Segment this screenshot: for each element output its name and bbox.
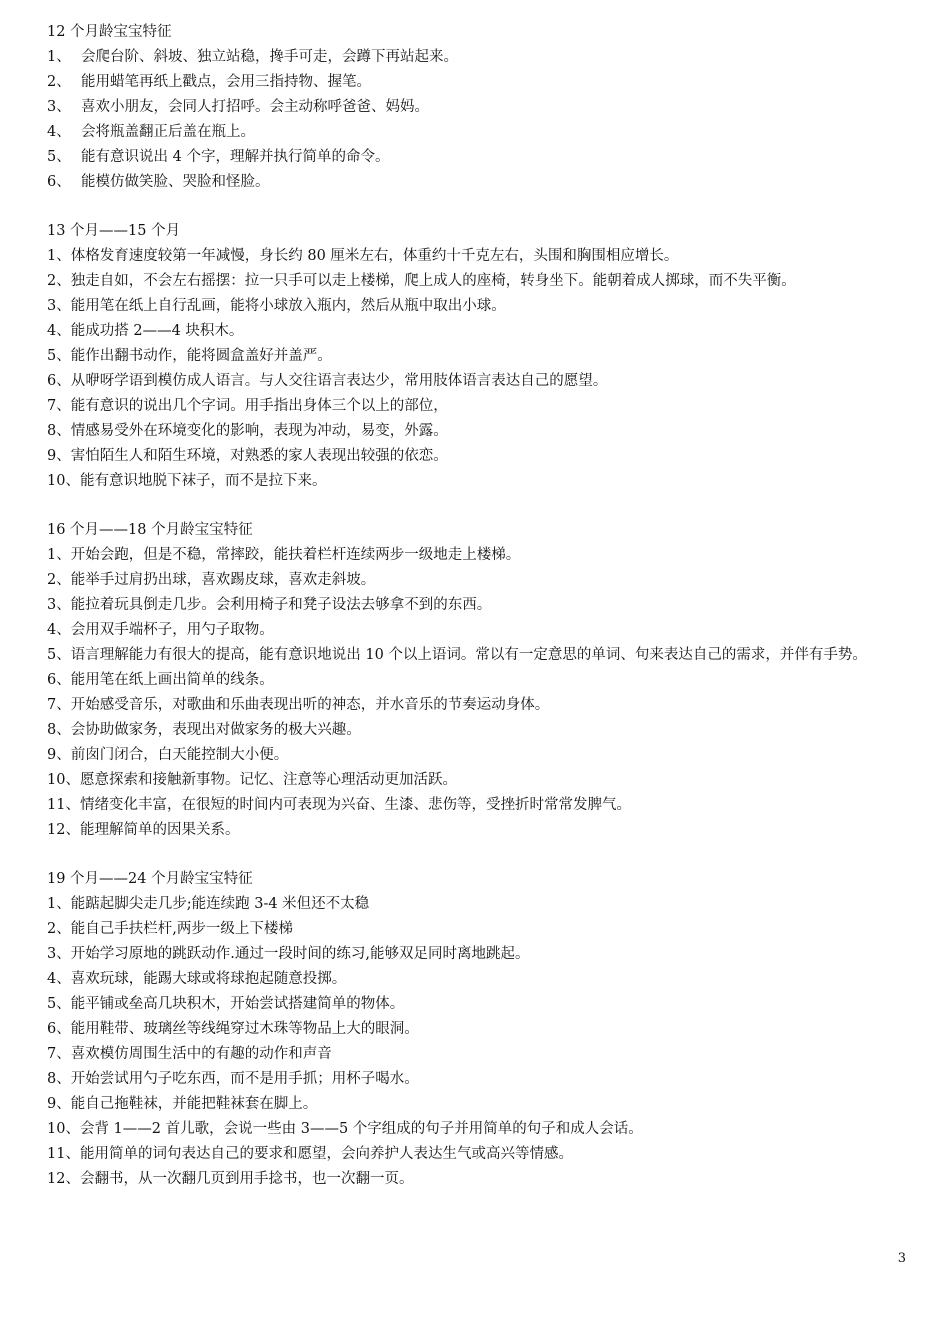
- list-item-text: 能用鞋带、玻璃丝等线绳穿过木珠等物品上大的眼洞。: [70, 1021, 419, 1037]
- list-item: [47, 1117, 909, 1142]
- list-item-text: 害怕陌生人和陌生环境，对熟悉的家人表现出较强的依恋。: [70, 448, 448, 464]
- list-item-number: 10、: [47, 473, 80, 489]
- list-item-text: 情绪变化丰富，在很短的时间内可表现为兴奋、生漆、悲伤等，受挫折时常常发脾气。: [79, 797, 631, 813]
- section-spacer: [47, 843, 909, 867]
- list-item: [47, 1067, 909, 1092]
- list-item: [47, 145, 909, 170]
- list-item-number: 8、: [47, 423, 71, 439]
- list-item: [47, 967, 909, 992]
- list-item-number: 1、: [47, 248, 71, 264]
- list-item-number: 7、: [47, 1046, 71, 1062]
- list-item: [47, 1017, 909, 1042]
- page-number: 3: [897, 1251, 906, 1266]
- list-item: [47, 344, 909, 369]
- list-item: [47, 643, 909, 668]
- list-item-number: 6、: [47, 1021, 71, 1037]
- list-item: [47, 543, 909, 568]
- list-item-number: 3、: [47, 99, 71, 115]
- list-item-text: 能用简单的词句表达自己的要求和愿望，会向养护人表达生气或高兴等情感。: [79, 1146, 573, 1162]
- list-item: [47, 1142, 909, 1167]
- list-item-text: 能用笔在纸上画出简单的线条。: [70, 672, 274, 688]
- list-item-number: 4、: [47, 323, 71, 339]
- list-item-text: 喜欢玩球，能踢大球或将球抱起随意投掷。: [70, 971, 347, 987]
- list-item-text: 会爬台阶、斜坡、独立站稳，搀手可走，会蹲下再站起来。: [81, 49, 458, 65]
- section-title: 16 个月——18 个月龄宝宝特征: [47, 522, 253, 538]
- list-item-text: 能作出翻书动作，能将圆盒盖好并盖严。: [70, 348, 332, 364]
- list-item: [47, 768, 909, 793]
- list-item-number: 5、: [47, 348, 71, 364]
- list-item: [47, 917, 909, 942]
- list-item: [47, 120, 909, 145]
- list-item-text: 能模仿做笑脸、哭脸和怪脸。: [81, 174, 270, 190]
- list-item-number: 6、: [47, 672, 71, 688]
- list-item: [47, 668, 909, 693]
- section-title: 13 个月——15 个月: [47, 223, 181, 239]
- list-item-text: 语言理解能力有很大的提高，能有意识地说出 10 个以上语词。常以有一定意思的单词、句来表达自己的需求，并伴有手势。: [70, 647, 867, 663]
- list-item: [47, 992, 909, 1017]
- list-item: [47, 419, 909, 444]
- list-item: [47, 718, 909, 743]
- list-item-text: 能用蜡笔再纸上戳点，会用三指持物、握笔。: [81, 74, 371, 90]
- list-item: [47, 444, 909, 469]
- list-item-number: 1、: [47, 896, 71, 912]
- list-item-text: 独走自如，不会左右摇摆：拉一只手可以走上楼梯，爬上成人的座椅，转身坐下。能朝着成人掷球，而不失平衡。: [70, 273, 796, 289]
- list-item: [47, 568, 909, 593]
- section-spacer: [47, 494, 909, 518]
- list-item-number: 7、: [47, 697, 71, 713]
- list-item-number: 8、: [47, 1071, 71, 1087]
- list-item-text: 能自己拖鞋袜，并能把鞋袜套在脚上。: [70, 1096, 318, 1112]
- list-item: [47, 170, 909, 195]
- list-item-text: 从咿呀学语到模仿成人语言。与人交往语言表达少，常用肢体语言表达自己的愿望。: [70, 373, 608, 389]
- list-item-number: 2、: [47, 273, 71, 289]
- list-item-text: 会协助做家务，表现出对做家务的极大兴趣。: [70, 722, 361, 738]
- list-item-text: 喜欢模仿周围生活中的有趣的动作和声音: [70, 1046, 332, 1062]
- list-item: [47, 818, 909, 843]
- list-item-number: 6、: [47, 373, 71, 389]
- list-item-number: 3、: [47, 298, 71, 314]
- list-item-text: 开始感受音乐，对歌曲和乐曲表现出听的神态，并水音乐的节奏运动身体。: [70, 697, 550, 713]
- list-item: [47, 319, 909, 344]
- list-item: [47, 70, 909, 95]
- list-item: [47, 793, 909, 818]
- list-item: [47, 469, 909, 494]
- list-item: [47, 294, 909, 319]
- list-item-text: 前囱门闭合，白天能控制大小便。: [70, 747, 289, 763]
- list-item-text: 能有意识说出 4 个字，理解并执行简单的命令。: [81, 149, 390, 165]
- list-item: [47, 1092, 909, 1117]
- list-item-number: 4、: [47, 971, 71, 987]
- list-item-text: 开始尝试用勺子吃东西，而不是用手抓；用杯子喝水。: [70, 1071, 419, 1087]
- list-item-text: 能理解简单的因果关系。: [79, 822, 240, 838]
- list-item-text: 体格发育速度较第一年减慢，身长约 80 厘米左右，体重约十千克左右，头围和胸围相应增长。: [70, 248, 679, 264]
- section: [47, 20, 909, 195]
- list-item: [47, 1042, 909, 1067]
- list-item-number: 9、: [47, 1096, 71, 1112]
- list-item-text: 能拉着玩具倒走几步。会利用椅子和凳子设法去够拿不到的东西。: [70, 597, 492, 613]
- list-item-number: 2、: [47, 921, 71, 937]
- list-item-text: 愿意探索和接触新事物。记忆、注意等心理活动更加活跃。: [79, 772, 457, 788]
- list-item: [47, 45, 909, 70]
- list-item-text: 喜欢小朋友，会同人打招呼。会主动称呼爸爸、妈妈。: [81, 99, 429, 115]
- list-item-text: 会翻书，从一次翻几页到用手捻书，也一次翻一页。: [79, 1171, 414, 1187]
- section: [47, 219, 909, 494]
- list-item-text: 能踮起脚尖走几步;能连续跑 3-4 米但还不太稳: [70, 896, 370, 912]
- list-item: [47, 269, 909, 294]
- list-item-number: 1、: [47, 49, 71, 65]
- list-item-number: 11、: [47, 797, 80, 813]
- list-item-number: 5、: [47, 996, 71, 1012]
- list-item-number: 3、: [47, 597, 71, 613]
- section: [47, 518, 909, 843]
- list-item-number: 9、: [47, 448, 71, 464]
- list-item-number: 8、: [47, 722, 71, 738]
- list-item-text: 能自己手扶栏杆,两步一级上下楼梯: [70, 921, 293, 937]
- list-item: [47, 244, 909, 269]
- list-item-text: 会将瓶盖翻正后盖在瓶上。: [81, 124, 255, 140]
- list-item-text: 能有意识的说出几个字词。用手指出身体三个以上的部位，: [70, 398, 448, 414]
- list-item: [47, 618, 909, 643]
- list-item: [47, 95, 909, 120]
- list-item-text: 开始会跑，但是不稳，常摔跤，能扶着栏杆连续两步一级地走上楼梯。: [70, 547, 521, 563]
- list-item-number: 5、: [47, 647, 71, 663]
- list-item-text: 开始学习原地的跳跃动作.通过一段时间的练习,能够双足同时离地跳起。: [70, 946, 530, 962]
- list-item-text: 能有意识地脱下袜子，而不是拉下来。: [79, 473, 327, 489]
- list-item-text: 能用笔在纸上自行乱画，能将小球放入瓶内，然后从瓶中取出小球。: [70, 298, 506, 314]
- list-item: [47, 593, 909, 618]
- list-item-number: 10、: [47, 1121, 80, 1137]
- list-item: [47, 394, 909, 419]
- list-item-number: 4、: [47, 622, 71, 638]
- list-item-number: 3、: [47, 946, 71, 962]
- list-item: [47, 1167, 909, 1192]
- list-item-number: 6、: [47, 174, 71, 190]
- list-item-text: 情感易受外在环境变化的影响，表现为冲动，易变，外露。: [70, 423, 448, 439]
- section-title: 19 个月——24 个月龄宝宝特征: [47, 871, 253, 887]
- list-item-number: 11、: [47, 1146, 80, 1162]
- list-item: [47, 942, 909, 967]
- list-item: [47, 693, 909, 718]
- list-item-number: 9、: [47, 747, 71, 763]
- section: [47, 867, 909, 1192]
- list-item-number: 7、: [47, 398, 71, 414]
- list-item-number: 12、: [47, 822, 80, 838]
- list-item-text: 能举手过肩扔出球，喜欢踢皮球，喜欢走斜坡。: [70, 572, 376, 588]
- section-title: 12 个月龄宝宝特征: [47, 24, 172, 40]
- list-item: [47, 743, 909, 768]
- list-item-text: 会用双手端杯子，用勺子取物。: [70, 622, 274, 638]
- list-item-number: 2、: [47, 572, 71, 588]
- list-item-number: 4、: [47, 124, 71, 140]
- section-spacer: [47, 195, 909, 219]
- list-item-number: 1、: [47, 547, 71, 563]
- list-item: [47, 892, 909, 917]
- list-item-number: 12、: [47, 1171, 80, 1187]
- list-item-text: 会背 1——2 首儿歌，会说一些由 3——5 个字组成的句子并用简单的句子和成人会话。: [79, 1121, 643, 1137]
- list-item-number: 10、: [47, 772, 80, 788]
- list-item-text: 能平铺或垒高几块积木，开始尝试搭建简单的物体。: [70, 996, 405, 1012]
- list-item-text: 能成功搭 2——4 块积木。: [70, 323, 244, 339]
- list-item-number: 2、: [47, 74, 71, 90]
- list-item-number: 5、: [47, 149, 71, 165]
- list-item: [47, 369, 909, 394]
- document-body: [47, 20, 909, 1192]
